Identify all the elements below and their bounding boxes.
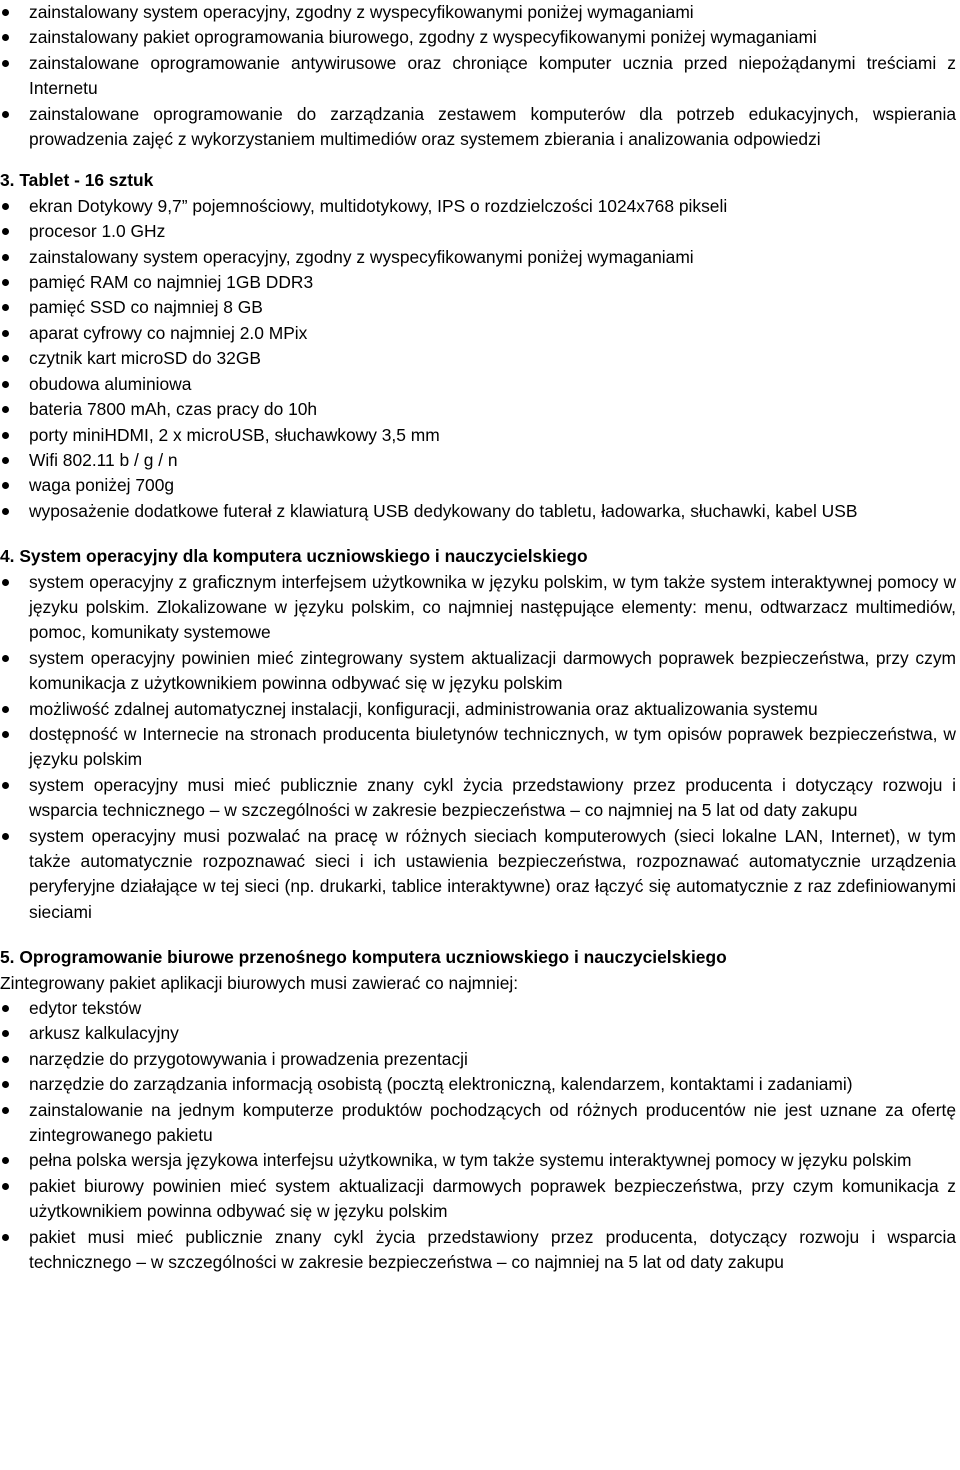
bullet-icon <box>2 1005 9 1012</box>
bullet-icon <box>2 457 9 464</box>
list-item: ekran Dotykowy 9,7” pojemnościowy, multidotykowy, IPS o rozdzielczości 1024x768 pikseli <box>0 194 956 219</box>
section5-list <box>0 996 956 1275</box>
bullet-icon <box>2 731 9 738</box>
list-item: zainstalowany system operacyjny, zgodny z wyspecyfikowanymi poniżej wymaganiami <box>0 245 956 270</box>
list-item: wyposażenie dodatkowe futerał z klawiaturą USB dedykowany do tabletu, ładowarka, słuchawki, kabel USB <box>0 499 956 524</box>
list-item: procesor 1.0 GHz <box>0 219 956 244</box>
bullet-icon <box>2 1081 9 1088</box>
bullet-icon <box>2 1234 9 1241</box>
bullet-icon <box>2 706 9 713</box>
bullet-icon <box>2 782 9 789</box>
section4-heading: 4. System operacyjny dla komputera uczniowskiego i nauczycielskiego <box>0 546 588 567</box>
list-item: zainstalowany system operacyjny, zgodny z wyspecyfikowanymi poniżej wymaganiami <box>0 0 956 25</box>
section4-list <box>0 570 956 926</box>
list-item: zainstalowany pakiet oprogramowania biurowego, zgodny z wyspecyfikowanymi poniżej wymaganiami <box>0 25 956 50</box>
bullet-icon <box>2 381 9 388</box>
list-item: czytnik kart microSD do 32GB <box>0 346 956 371</box>
spacer <box>0 925 956 945</box>
bullet-icon <box>2 1030 9 1037</box>
list-item: obudowa aluminiowa <box>0 372 956 397</box>
list-item: system operacyjny musi pozwalać na pracę w różnych sieciach komputerowych (sieci lokalne LAN, Internet), w tym także automatycznie rozpoznawać sieci i ich ustawienia bezpieczeństwa, rozpoznawać automatycznie urządzenia peryferyjne działające w tej sieci (np. drukarki, tablice interaktywne) oraz łączyć się automatycznie z raz zdefiniowanymi sieciami <box>0 824 956 926</box>
list-item: zainstalowane oprogramowanie do zarządzania zestawem komputerów dla potrzeb edukacyjnych, wspierania prowadzenia zajęć z wykorzystaniem multimediów oraz systemem zbierania i analizowania odpowiedzi <box>0 102 956 153</box>
bullet-icon <box>2 203 9 210</box>
section3-list <box>0 194 956 524</box>
bullet-icon <box>2 111 9 118</box>
bullet-icon <box>2 228 9 235</box>
section3-heading: 3. Tablet - 16 sztuk <box>0 170 154 191</box>
list-item: dostępność w Internecie na stronach producenta biuletynów technicznych, w tym opisów poprawek bezpieczeństwa, w języku polskim <box>0 722 956 773</box>
list-item: pakiet biurowy powinien mieć system aktualizacji darmowych poprawek bezpieczeństwa, przy czym komunikacja z użytkownikiem powinna odbywać się w języku polskim <box>0 1174 956 1225</box>
list-item: możliwość zdalnej automatycznej instalacji, konfiguracji, administrowania oraz aktualizowania systemu <box>0 697 956 722</box>
list-item: system operacyjny musi mieć publicznie znany cykl życia przedstawiony przez producenta i dotyczący rozwoju i wsparcia technicznego – w szczególności w zakresie bezpieczeństwa – co najmniej na 5 lat od daty zakupu <box>0 773 956 824</box>
bullet-icon <box>2 9 9 16</box>
list-item: system operacyjny z graficznym interfejsem użytkownika w języku polskim, w tym także system interaktywnej pomocy w języku polskim. Zlokalizowane w języku polskim, co najmniej następujące elementy: menu, odtwarzacz multimediów, pomoc, komunikaty systemowe <box>0 570 956 646</box>
list-item: bateria 7800 mAh, czas pracy do 10h <box>0 397 956 422</box>
bullet-icon <box>2 330 9 337</box>
list-item: system operacyjny powinien mieć zintegrowany system aktualizacji darmowych poprawek bezpieczeństwa, przy czym komunikacja z użytkownikiem powinna odbywać się w języku polskim <box>0 646 956 697</box>
list-item: zainstalowane oprogramowanie antywirusowe oraz chroniące komputer ucznia przed niepożądanymi treściami z Internetu <box>0 51 956 102</box>
bullet-icon <box>2 1157 9 1164</box>
spacer <box>0 152 956 168</box>
list-item: pełna polska wersja językowa interfejsu użytkownika, w tym także systemu interaktywnej pomocy w języku polskim <box>0 1148 956 1173</box>
bullet-icon <box>2 833 9 840</box>
section2-tail-list <box>0 0 956 152</box>
list-item: narzędzie do zarządzania informacją osobistą (pocztą elektroniczną, kalendarzem, kontaktami i zadaniami) <box>0 1072 956 1097</box>
bullet-icon <box>2 655 9 662</box>
spacer <box>0 524 956 544</box>
bullet-icon <box>2 279 9 286</box>
list-item: arkusz kalkulacyjny <box>0 1021 956 1046</box>
list-item: pakiet musi mieć publicznie znany cykl życia przedstawiony przez producenta, dotyczący rozwoju i wsparcia technicznego – w szczególności w zakresie bezpieczeństwa – co najmniej na 5 lat od daty zakupu <box>0 1225 956 1276</box>
list-item: Wifi 802.11 b / g / n <box>0 448 956 473</box>
bullet-icon <box>2 254 9 261</box>
bullet-icon <box>2 1183 9 1190</box>
list-item: porty miniHDMI, 2 x microUSB, słuchawkowy 3,5 mm <box>0 423 956 448</box>
bullet-icon <box>2 355 9 362</box>
bullet-icon <box>2 1107 9 1114</box>
bullet-icon <box>2 406 9 413</box>
list-item: pamięć SSD co najmniej 8 GB <box>0 295 956 320</box>
bullet-icon <box>2 432 9 439</box>
list-item: aparat cyfrowy co najmniej 2.0 MPix <box>0 321 956 346</box>
bullet-icon <box>2 508 9 515</box>
bullet-icon <box>2 304 9 311</box>
bullet-icon <box>2 579 9 586</box>
bullet-icon <box>2 1056 9 1063</box>
list-item: edytor tekstów <box>0 996 956 1021</box>
bullet-icon <box>2 34 9 41</box>
list-item: waga poniżej 700g <box>0 473 956 498</box>
list-item: zainstalowanie na jednym komputerze produktów pochodzących od różnych producentów nie jest uznane za ofertę zintegrowanego pakietu <box>0 1098 956 1149</box>
list-item: pamięć RAM co najmniej 1GB DDR3 <box>0 270 956 295</box>
bullet-icon <box>2 482 9 489</box>
bullet-icon <box>2 60 9 67</box>
section5-heading: 5. Oprogramowanie biurowe przenośnego komputera uczniowskiego i nauczycielskiego <box>0 947 727 968</box>
list-item: narzędzie do przygotowywania i prowadzenia prezentacji <box>0 1047 956 1072</box>
section5-intro: Zintegrowany pakiet aplikacji biurowych musi zawierać co najmniej: <box>0 972 519 993</box>
